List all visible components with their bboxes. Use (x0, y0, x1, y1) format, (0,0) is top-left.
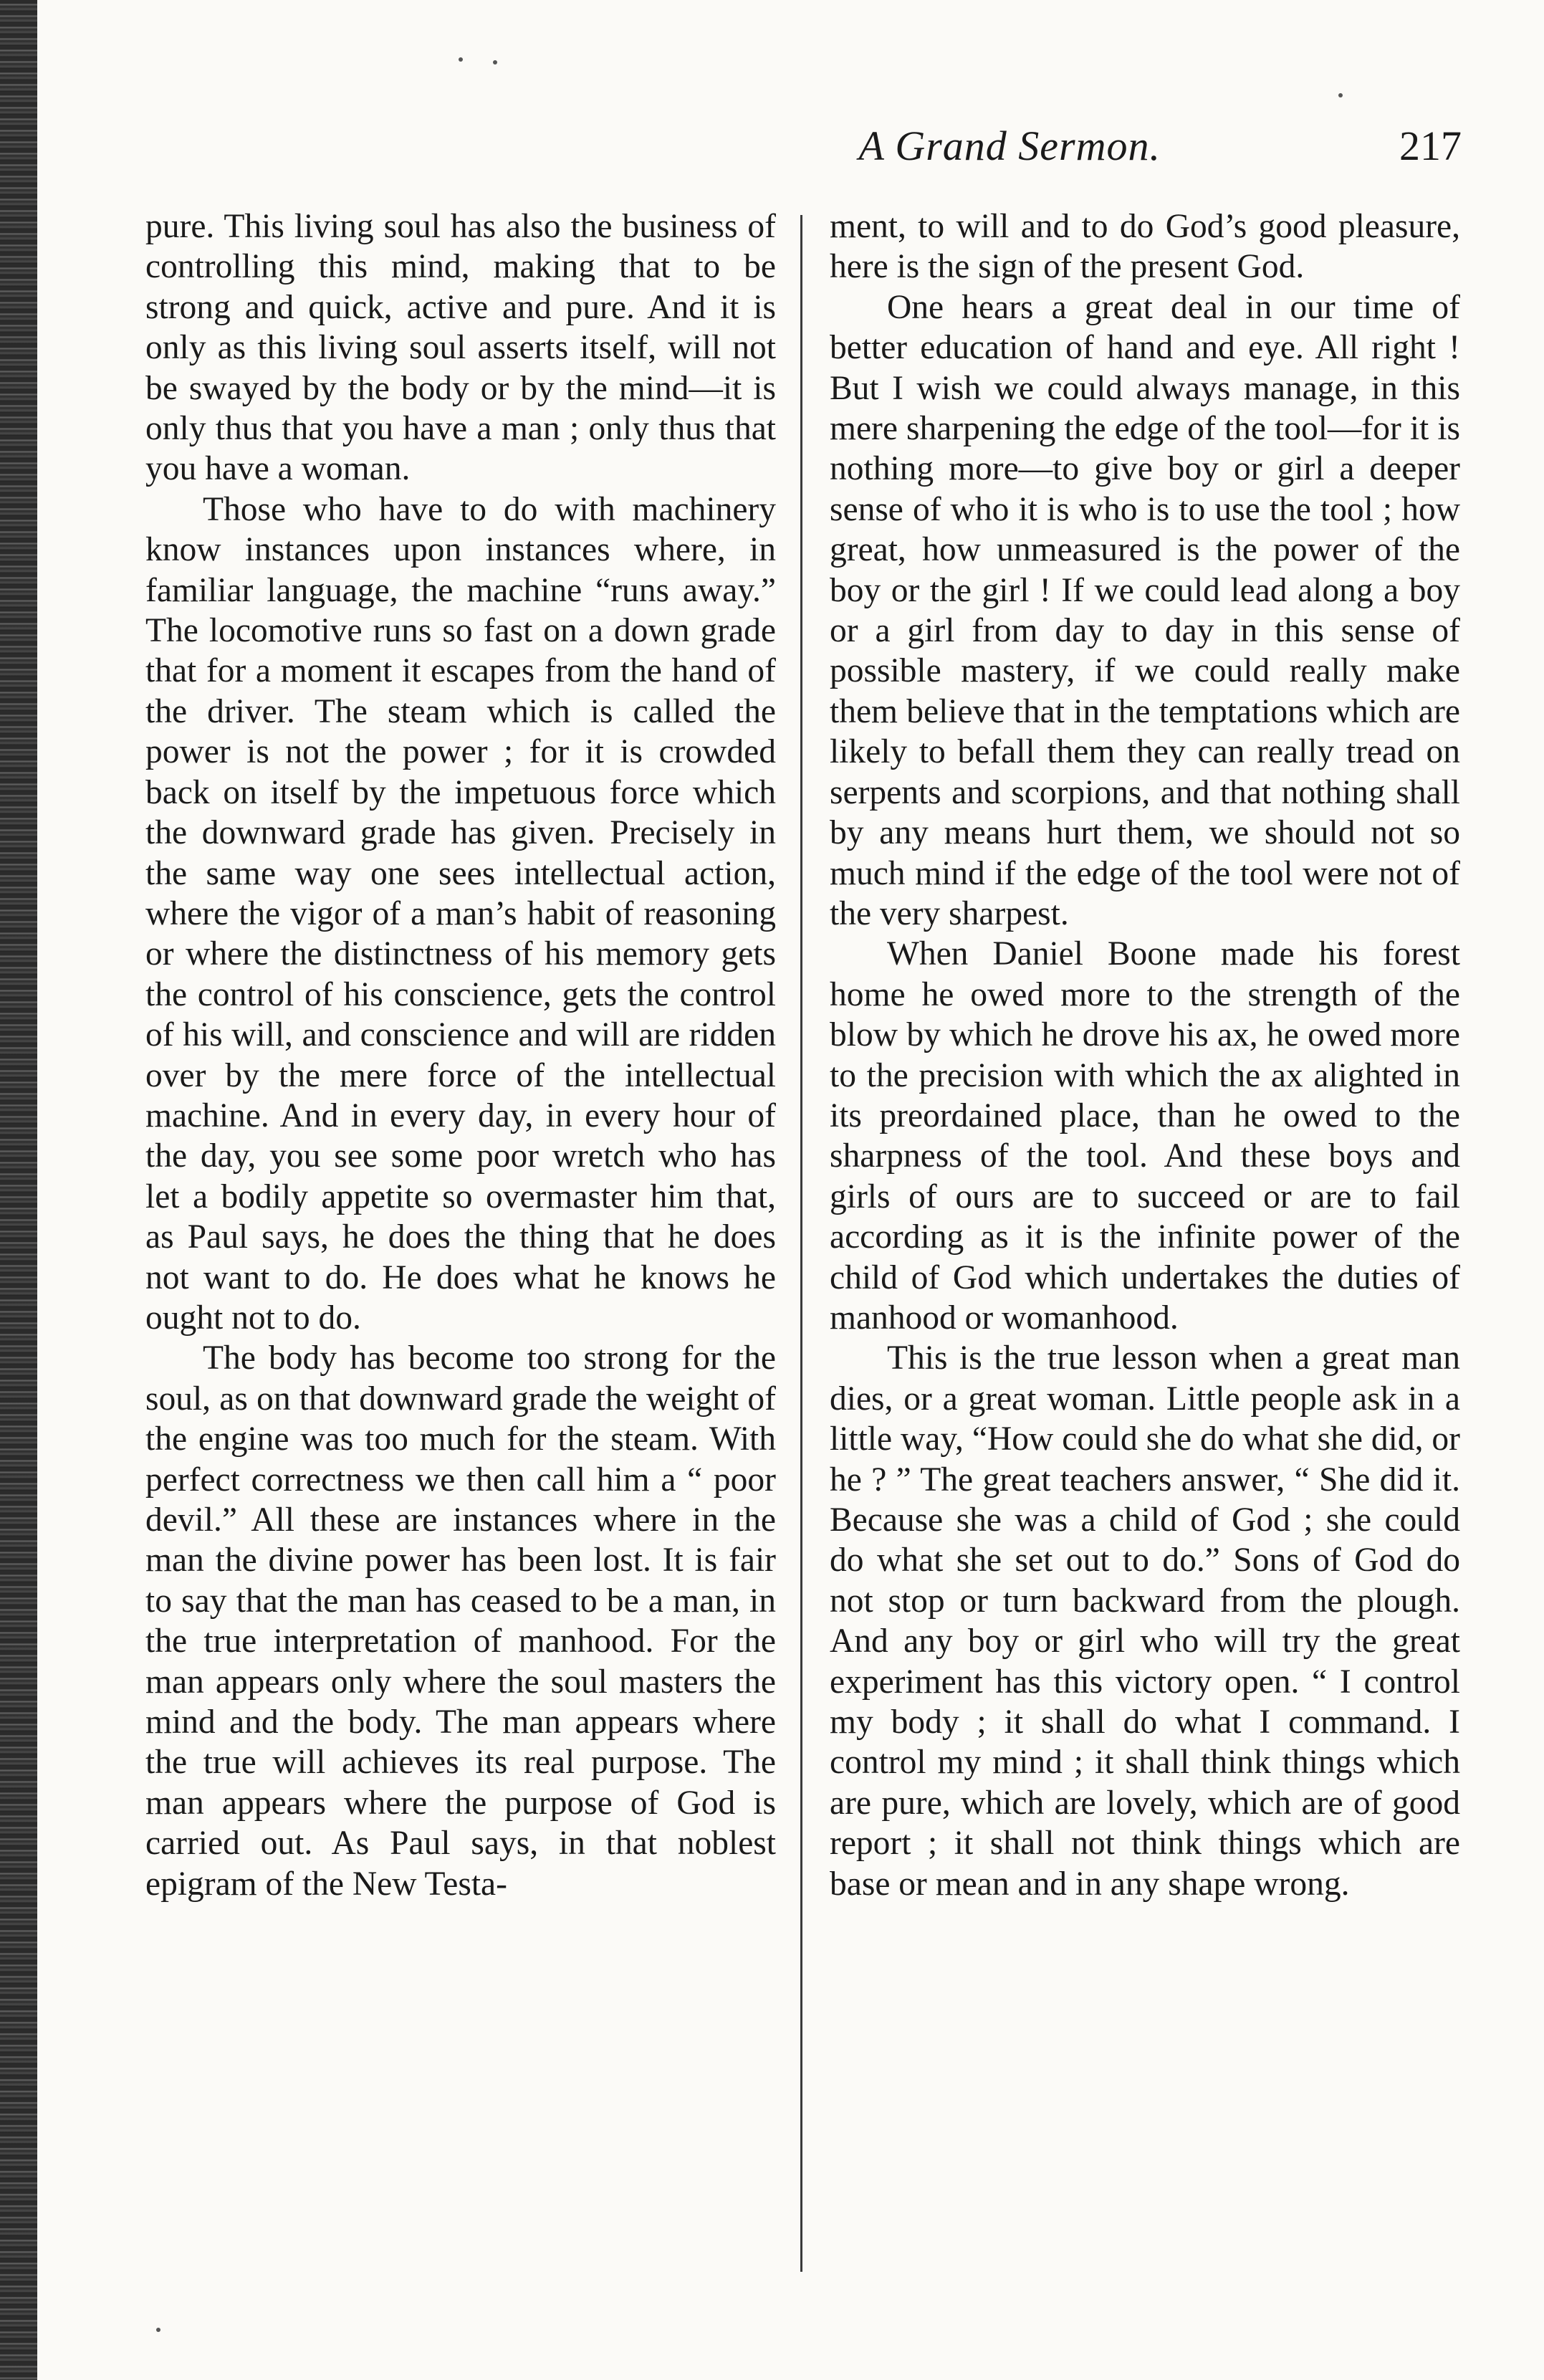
page-binding-edge (0, 0, 37, 2380)
column-divider (800, 215, 802, 2272)
print-speck (1338, 93, 1343, 97)
paragraph: One hears a great deal in our time of better education of hand and eye. All right ! But I wish we could always manage, in this mere sharpening the edge of the tool—for it is nothing more—to give boy or girl a deeper sense of who it is who is to use the tool ; how great, how unmeasured is the power of the boy or the girl ! If we could lead along a boy or a girl from day to day in this sense of possible mastery, if we could really make them believe that in the temptations which are likely to befall them they can really tread on serpents and scorpions, and that nothing shall by any means hurt them, we should not so much mind if the edge of the tool were not of the very sharpest. (830, 288, 1460, 932)
paragraph: ment, to will and to do God’s good pleasure, here is the sign of the present God. (830, 208, 1460, 286)
paragraph: pure. This living soul has also the business of controlling this mind, making that to be strong and quick, active and pure. And it is only as this living soul asserts itself, will not be swayed by the body or by the mind—it is only thus that you have a man ; only thus that you have a woman. (145, 208, 776, 488)
print-speck (459, 57, 463, 62)
left-column (145, 206, 776, 1904)
print-speck (493, 60, 497, 64)
paragraph: When Daniel Boone made his forest home he owed more to the strength of the blow by which he drove his ax, he owed more to the precision with which the ax alighted in its preordained place, than he owed to the sharpness of the tool. And these boys and girls of ours are to succeed or are to fail according as it is the infinite power of the child of God which undertakes the duties of manhood or womanhood. (830, 935, 1460, 1337)
print-speck (156, 2328, 160, 2332)
paragraph: The body has become too strong for the soul, as on that downward grade the weight of the engine was too much for the steam. With perfect correctness we then call him a “ poor devil.” All these are instances where in the man the divine power has been lost. It is fair to say that the man has ceased to be a man, in the true interpretation of manhood. For the man appears only where the soul masters the mind and the body. The man appears where the true will achieves its real purpose. The man appears where the purpose of God is carried out. As Paul says, in that noblest epigram of the New Testa- (145, 1339, 776, 1903)
paragraph: Those who have to do with machinery know instances upon instances where, in familiar language, the machine “runs away.” The locomotive runs so fast on a down grade that for a moment it escapes from the hand of the driver. The steam which is called the power is not the power ; for it is crowded back on itself by the impetuous force which the downward grade has given. Precisely in the same way one sees intellectual action, where the vigor of a man’s habit of reasoning or where the distinctness of his memory gets the control of his conscience, gets the control of his will, and conscience and will are ridden over by the mere force of the intellectual machine. And in every day, in every hour of the day, you see some poor wretch who has let a bodily appetite so overmaster him that, as Paul says, he does the thing that he does not want to do. He does what he knows he ought not to do. (145, 490, 776, 1337)
running-title: A Grand Sermon. (858, 123, 1161, 169)
right-column (830, 206, 1460, 1904)
page-number: 217 (1399, 123, 1462, 169)
page-header (143, 122, 1462, 172)
paragraph: This is the true lesson when a great man dies, or a great woman. Little people ask in a little way, “How could she do what she did, or he ? ” The great teachers answer, “ She did it. Because she was a child of God ; she could do what she set out to do.” Sons of God do not stop or turn backward from the plough. And any boy or girl who will try the great experiment has this victory open. “ I control my body ; it shall do what I command. I control my mind ; it shall think things which are pure, which are lovely, which are of good report ; it shall not think things which are base or mean and in any shape wrong. (830, 1339, 1460, 1903)
